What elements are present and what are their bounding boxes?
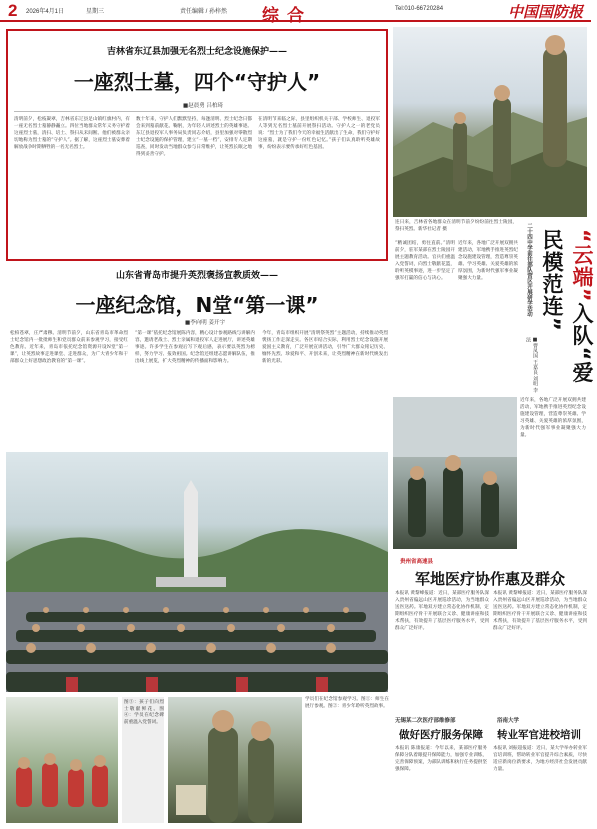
masthead-logo: 中国国防报 bbox=[507, 3, 583, 21]
top-photo-caption: 连日来，吉林省各地群众在清明节前夕纷纷前往烈士陵园，祭扫英烈。新华社记者 摄 bbox=[395, 220, 517, 232]
story5-body: 本报讯 刘振超报道：近日，某大学举办转业军官培训班，帮助转业军官提升综合素质，尽快适应新岗位新要求，为地方经济社会发展贡献力量。 bbox=[493, 746, 587, 772]
section-title: 综合 bbox=[262, 6, 312, 26]
page-header bbox=[0, 0, 591, 26]
editor-credit: 责任编辑 / 孙梓然 bbox=[180, 9, 228, 15]
story1-byline: ■赵晨勇 吕柏琦 bbox=[183, 103, 223, 109]
story5-headline: 转业军官进校培训 bbox=[497, 729, 581, 741]
issue-weekday: 星期三 bbox=[86, 9, 105, 15]
story1-body-left: 清明前夕，松枝凝翠，吉林省东辽县足山镇红旗村内，有一座无名烈士墓静静矗立。四位当地群众常年义务守护着这座烈士墓，清扫、培土、祭扫从未间断。他们被群众亲切地称为烈士墓的“守护人”。据了解，这座烈士墓安葬着解放战争时期牺牲的一名无名烈士。 bbox=[14, 117, 130, 150]
page-number: 2 bbox=[8, 1, 18, 20]
middle-right-caption: 学员们在纪念馆参观学习。图①：师生在展厅参观。图②：青少年聆听英烈故事。 bbox=[305, 697, 389, 709]
divider bbox=[14, 111, 380, 112]
story2-kicker: 山东省青岛市提升英烈褒扬宣教质效—— bbox=[115, 271, 278, 281]
story3-column-label: 贵州省高速县 bbox=[400, 559, 434, 565]
story1-kicker: 吉林省东辽县加强无名烈士纪念设施保护—— bbox=[106, 47, 287, 57]
story1-body-mid: 数十年来，守护人们默默坚持，每逢清明、烈士纪念日都会来到墓前献花、鞠躬，为年轻人讲述烈士的英雄事迹。东辽县退役军人事务局负责同志介绍，县里加强对零散烈士纪念设施的保护管理，建立“一墓一档”，安排专人定期巡查，同时发动当地群众参与日常维护，让英烈长眠之地得到妥善守护。 bbox=[136, 117, 252, 157]
museum-visit-text: 近年来，各地广泛开展双拥共建活动，军地携手推进英烈纪念设施建设管理，营造尊崇英雄、学习英雄、关爱英雄的浓厚氛围，为新时代强军事业凝聚强大力量。 bbox=[520, 398, 586, 438]
children-flowers-photo bbox=[6, 697, 118, 823]
memorial-photo bbox=[6, 452, 388, 692]
story4-body: 本报讯 陈康报道：今年以来，某部医疗服务保障分队着眼提升保障能力，加强专业训练，完善保障预案，为部队训练和执行任务提供坚强保障。 bbox=[395, 746, 487, 772]
story2-headline: 一座纪念馆，N堂“第一课” bbox=[75, 293, 319, 317]
museum-visit-photo bbox=[393, 397, 517, 549]
bottom-left-caption: 图③：孩子们向烈士敬献鲜花。图④：学员在纪念碑前重温入党誓词。 bbox=[124, 700, 164, 725]
story3-body-right: 本报讯 黄黎峰报道：近日，某部医疗服务队深入贵州省偏远山区开展巡诊活动，为当地群众送医送药。军地双方建立常态化协作机制，定期组织医疗骨干开展联合义诊、健康讲座和技术帮扶，有效提升了基层医疗服务水平，受到群众广泛好评。 bbox=[493, 591, 587, 631]
vertical-headline-black: 入队“爱民模范连” bbox=[540, 229, 594, 384]
story-martyr-tomb bbox=[6, 29, 388, 261]
story2-body-left: 松柏苍翠，庄严肃穆。清明节前夕，山东省青岛市革命烈士纪念馆内一批批师生和党员群众前来参观学习，接受红色教育。近年来，青岛市依托纪念馆资源开设N堂“第一课”，让英烈故事走进课堂、走进群众，为广大青少年和干部群众上好思想政治教育的“第一课”。 bbox=[10, 331, 128, 364]
vertical-deck: 二十四中学前往部队营区开展研学活动 bbox=[526, 223, 532, 317]
right-body-b: 近年来，各地广泛开展双拥共建活动，军地携手推进英烈纪念设施建设管理，营造尊崇英雄、学习英雄、关爱英雄的浓厚氛围，为新时代强军事业凝聚强大力量。 bbox=[458, 241, 518, 281]
vertical-headline bbox=[537, 229, 597, 393]
soldiers-photo bbox=[393, 27, 587, 217]
phone-number: Tel:010-66720284 bbox=[395, 6, 444, 12]
vertical-story bbox=[521, 219, 594, 393]
issue-date: 2026年4月1日 bbox=[26, 9, 65, 15]
story1-headline: 一座烈士墓，四个“守护人” bbox=[73, 70, 321, 94]
soldiers-salute-photo bbox=[168, 697, 302, 823]
story3-body-left: 本报讯 黄黎峰报道：近日，某部医疗服务队深入贵州省偏远山区开展巡诊活动，为当地群众送医送药。军地双方建立常态化协作机制，定期组织医疗骨干开展联合义诊、健康讲座和技术帮扶，有效提升了基层医疗服务水平，受到群众广泛好评。 bbox=[395, 591, 489, 631]
story2-body-mid: “第一课”依托纪念馆展陈内容，精心设计参观路线与讲解内容，邀请老战士、烈士亲属和退役军人走进展厅，讲述英雄事迹。许多学生在参观后写下观后感，表示要以英烈为榜样，努力学习、报效祖国。纪念馆还组建志愿讲解队伍，推出线上展览，扩大英烈精神的传播面和影响力。 bbox=[135, 331, 255, 364]
story5-kicker: 浴南大学 bbox=[497, 718, 520, 724]
story2-body-right: 今年，青岛市组织开展“清明祭英烈”主题活动，持续推动英烈褒扬工作走深走实。各区市结合实际，利用烈士纪念设施开展爱国主义教育，广泛开展宣讲活动，引导广大群众铭记历史、缅怀先烈、珍爱和平、开创未来，让英烈精神在新时代焕发出新的光彩。 bbox=[262, 331, 388, 364]
story4-kicker: 无锡某二次医疗部维修部 bbox=[395, 718, 456, 724]
story4-headline: 做好医疗服务保障 bbox=[399, 729, 483, 741]
story3-headline: 军地医疗协作惠及群众 bbox=[414, 570, 565, 588]
vertical-headline-red: “云端” bbox=[570, 229, 594, 303]
story2-byline: ■李向明 姜开宇 bbox=[185, 320, 225, 326]
vertical-byline: ■曹凤国 王嘉良 刘明 李法 bbox=[525, 337, 538, 393]
right-body-a: “精诚团结，勇往直前。”清明前夕，驻军某部在烈士陵园开展主题教育活动。官兵们重温入党誓词，向烈士敬献花篮，聆听英模事迹，进一步坚定了强军打赢的信心与决心。 bbox=[395, 241, 455, 281]
story1-body-right: 在清明节来临之际，县里组织机关干部、学校师生、退役军人等到无名烈士墓前开展祭扫活动。守护人之一的老党员说：“烈士为了我们今天的幸福生活献出了生命，我们守护好这座墓，就是守护一份红色记忆。”孩子们认真聆听英雄故事，纷纷表示要传承好红色基因。 bbox=[258, 117, 380, 150]
